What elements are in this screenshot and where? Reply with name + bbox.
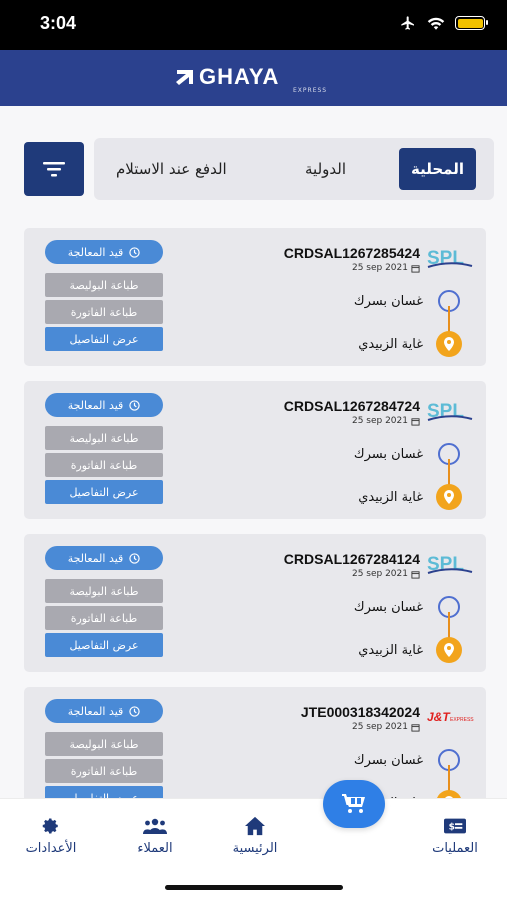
view-details-button[interactable]: عرض التفاصيل (45, 480, 163, 504)
status-bar (0, 0, 507, 50)
cart-icon (341, 793, 367, 815)
status-badge (45, 393, 163, 417)
status-badge (45, 546, 163, 570)
location-pin-icon (436, 637, 462, 663)
date-text: 25 sep 2021 (351, 569, 408, 579)
shipment-date (352, 569, 420, 579)
nav-label-clients: العملاء (137, 841, 173, 856)
sender-name: غسان بسرك (353, 600, 423, 615)
spl-carrier-logo (426, 244, 474, 270)
nav-label-operations: العمليات (432, 841, 478, 856)
calendar-icon (411, 723, 420, 732)
status-time: 3:04 (40, 13, 77, 33)
spl-carrier-logo (426, 550, 474, 576)
filter-icon (43, 161, 65, 177)
home-icon (244, 816, 266, 836)
wifi-icon (427, 16, 445, 30)
location-pin-icon (436, 331, 462, 357)
shipment-card[interactable] (24, 381, 486, 519)
location-pin-icon (436, 484, 462, 510)
tab-international[interactable]: الدولية (305, 160, 346, 178)
airplane-icon (399, 15, 417, 31)
status-badge (45, 240, 163, 264)
receiver-name: غاية الزبيدي (358, 337, 423, 352)
status-badge (45, 699, 163, 723)
shipment-tabs (94, 138, 494, 200)
nav-item-home[interactable] (210, 815, 300, 856)
tracking-number: CRDSAL1267284124 (283, 551, 420, 567)
status-label: قيد المعالجة (67, 245, 124, 259)
tab-cash-on-delivery[interactable]: الدفع عند الاستلام (116, 160, 227, 178)
logo-subtext: EXPRESS (293, 87, 328, 94)
sender-name: غسان بسرك (353, 447, 423, 462)
date-text: 25 sep 2021 (351, 263, 408, 273)
print-waybill-button[interactable]: طباعة البوليصة (45, 579, 163, 603)
clock-icon (129, 247, 140, 258)
tracking-number: CRDSAL1267284724 (283, 398, 420, 414)
svg-text:$: $ (448, 821, 455, 833)
shipment-date (352, 416, 420, 426)
print-invoice-button[interactable]: طباعة الفاتورة (45, 300, 163, 324)
tracking-number: CRDSAL1267285424 (283, 245, 420, 261)
svg-text:EXPRESS: EXPRESS (450, 717, 474, 723)
tracking-number: JTE000318342024 (300, 704, 420, 720)
tab-local[interactable]: المحلية (399, 148, 476, 190)
print-invoice-button[interactable]: طباعة الفاتورة (45, 759, 163, 783)
shipment-card[interactable] (24, 534, 486, 672)
nav-item-settings[interactable] (6, 815, 96, 856)
users-icon (143, 817, 167, 835)
carrier-text: SPL (427, 401, 464, 422)
nav-item-operations[interactable] (410, 815, 500, 856)
app-header (0, 50, 507, 106)
filter-button[interactable] (24, 142, 84, 196)
clock-icon (129, 400, 140, 411)
nav-label-home: الرئيسية (232, 841, 278, 856)
print-waybill-button[interactable]: طباعة البوليصة (45, 426, 163, 450)
battery-icon (455, 16, 485, 30)
logo-text: GHAYA (199, 64, 280, 89)
money-icon (444, 818, 466, 834)
sender-name: غسان بسرك (353, 294, 423, 309)
receiver-name: غاية الزبيدي (358, 643, 423, 658)
status-label: قيد المعالجة (67, 704, 124, 718)
new-shipment-button[interactable] (323, 780, 385, 828)
brand-logo (175, 62, 335, 94)
spl-carrier-logo (426, 397, 474, 423)
carrier-text: SPL (427, 248, 464, 269)
view-details-button[interactable]: عرض التفاصيل (45, 633, 163, 657)
status-label: قيد المعالجة (67, 398, 124, 412)
home-indicator (165, 885, 343, 890)
nav-item-clients[interactable] (110, 815, 200, 856)
gear-icon (42, 817, 60, 835)
shipment-date (352, 722, 420, 732)
status-label: قيد المعالجة (67, 551, 124, 565)
print-waybill-button[interactable]: طباعة البوليصة (45, 732, 163, 756)
clock-icon (129, 553, 140, 564)
date-text: 25 sep 2021 (351, 722, 408, 732)
print-waybill-button[interactable]: طباعة البوليصة (45, 273, 163, 297)
calendar-icon (411, 264, 420, 273)
jt-carrier-logo (426, 703, 474, 729)
carrier-text: SPL (427, 554, 464, 575)
print-invoice-button[interactable]: طباعة الفاتورة (45, 606, 163, 630)
logo-arrow-icon (175, 68, 197, 86)
status-icons (399, 15, 485, 31)
shipment-card[interactable] (24, 228, 486, 366)
calendar-icon (411, 570, 420, 579)
nav-label-settings: الأعدادات (25, 841, 77, 856)
calendar-icon (411, 417, 420, 426)
sender-name: غسان بسرك (353, 753, 423, 768)
view-details-button[interactable]: عرض التفاصيل (45, 327, 163, 351)
shipments-content (0, 106, 507, 798)
shipment-date (352, 263, 420, 273)
date-text: 25 sep 2021 (351, 416, 408, 426)
carrier-text: J&T (427, 710, 450, 724)
clock-icon (129, 706, 140, 717)
receiver-name: غاية الزبيدي (358, 490, 423, 505)
print-invoice-button[interactable]: طباعة الفاتورة (45, 453, 163, 477)
